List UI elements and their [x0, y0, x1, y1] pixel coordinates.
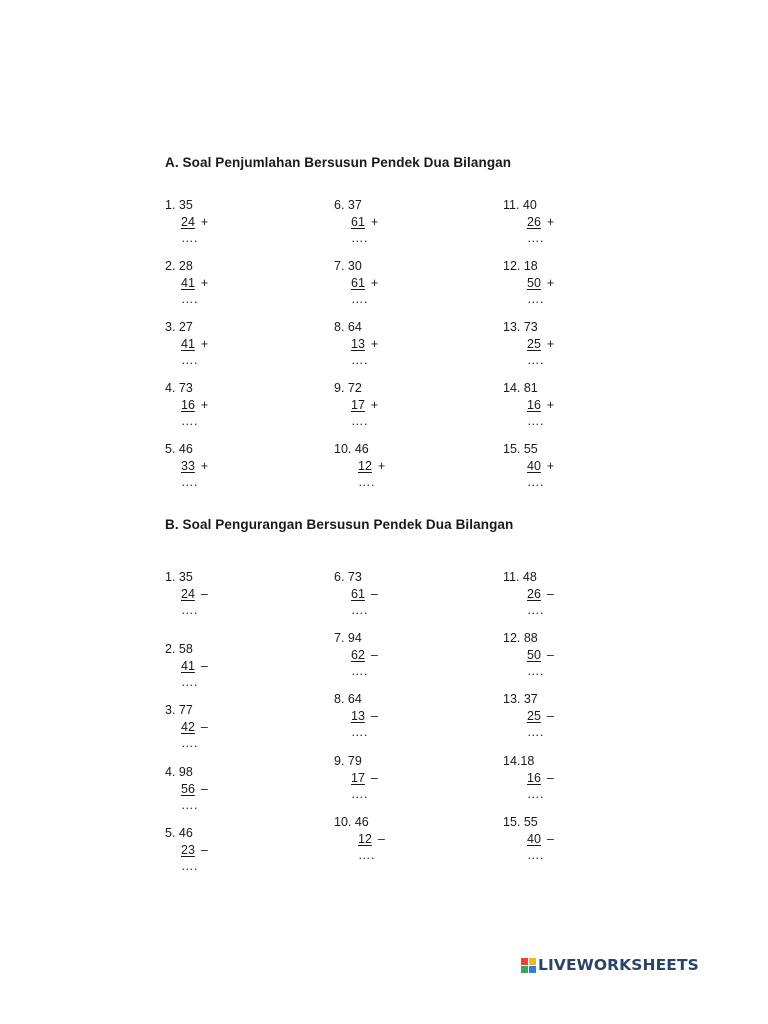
section-b-problem-3 — [165, 702, 208, 752]
problem-answer-line — [503, 230, 554, 247]
answer-blank[interactable]: …. — [358, 848, 375, 862]
answer-blank[interactable]: …. — [181, 231, 198, 245]
problem-operator: + — [546, 397, 555, 412]
answer-blank[interactable]: …. — [358, 475, 375, 489]
problem-first-number: 13. 73 — [503, 320, 538, 334]
problem-second-number: 41 — [181, 275, 195, 290]
problem-second-number: 61 — [351, 275, 365, 290]
problem-second-line — [503, 458, 554, 475]
problem-operator: – — [370, 647, 378, 662]
problem-second-line — [334, 275, 378, 292]
problem-first-number: 11. 48 — [503, 570, 537, 584]
problem-operator: + — [370, 275, 379, 290]
problem-second-line — [165, 397, 208, 414]
problem-operator: + — [370, 397, 379, 412]
section-b-problem-9 — [334, 753, 378, 803]
problem-operator: + — [546, 275, 555, 290]
problem-answer-line — [334, 602, 378, 619]
section-b-problem-6 — [334, 569, 378, 619]
section-b-problem-2 — [165, 641, 208, 691]
problem-operator: + — [546, 214, 555, 229]
problem-operator: – — [370, 586, 378, 601]
problem-second-number: 24 — [181, 214, 195, 229]
problem-second-line — [503, 770, 554, 787]
problem-second-line — [334, 647, 378, 664]
problem-answer-line — [165, 352, 208, 369]
problem-second-line — [503, 397, 554, 414]
problem-operator: + — [200, 275, 209, 290]
problem-answer-line — [165, 797, 208, 814]
liveworksheets-logo — [521, 955, 699, 975]
problem-answer-line — [503, 663, 554, 680]
problem-answer-line — [503, 474, 554, 491]
logo-block-yellow — [529, 958, 536, 965]
section-b-problem-1 — [165, 569, 208, 619]
answer-blank[interactable]: …. — [527, 414, 544, 428]
logo-block-blue — [529, 966, 536, 973]
answer-blank[interactable]: …. — [181, 353, 198, 367]
problem-first-number: 5. 46 — [165, 826, 193, 840]
problem-second-number: 23 — [181, 842, 195, 857]
problem-first-number: 13. 37 — [503, 692, 538, 706]
problem-second-number: 26 — [527, 214, 541, 229]
problem-second-line — [334, 214, 378, 231]
answer-blank[interactable]: …. — [351, 292, 368, 306]
problem-first-number: 10. 46 — [334, 815, 369, 829]
problem-operator: + — [546, 336, 555, 351]
problem-operator: – — [546, 831, 554, 846]
problem-second-number: 26 — [527, 586, 541, 601]
section-b-problem-11 — [503, 569, 554, 619]
problem-answer-line — [503, 847, 554, 864]
section-a-problem-8 — [334, 319, 378, 369]
problem-answer-line — [165, 602, 208, 619]
problem-operator: – — [200, 658, 208, 673]
problem-answer-line — [334, 474, 385, 491]
problem-answer-line — [165, 735, 208, 752]
problem-first-number: 8. 64 — [334, 692, 362, 706]
problem-answer-line — [503, 413, 554, 430]
problem-second-line — [503, 831, 554, 848]
problem-first-number: 4. 98 — [165, 765, 193, 779]
section-a-problem-7 — [334, 258, 378, 308]
answer-blank[interactable]: …. — [181, 475, 198, 489]
problem-second-line — [165, 842, 208, 859]
problem-second-line — [165, 586, 208, 603]
problem-first-number: 2. 28 — [165, 259, 193, 273]
problem-second-number: 25 — [527, 708, 541, 723]
section-b-problem-8 — [334, 691, 378, 741]
section-a-problem-12 — [503, 258, 554, 308]
answer-blank[interactable]: …. — [527, 231, 544, 245]
answer-blank[interactable]: …. — [351, 664, 368, 678]
problem-second-line — [334, 397, 378, 414]
logo-block-red — [521, 958, 528, 965]
problem-second-number: 61 — [351, 586, 365, 601]
answer-blank[interactable]: …. — [181, 603, 198, 617]
answer-blank[interactable]: …. — [527, 603, 544, 617]
problem-operator: + — [200, 397, 209, 412]
section-b-problem-4 — [165, 764, 208, 814]
problem-second-number: 25 — [527, 336, 541, 351]
problem-second-line — [165, 275, 208, 292]
problem-first-number: 15. 55 — [503, 442, 538, 456]
section-b-problem-13 — [503, 691, 554, 741]
section-b-problem-5 — [165, 825, 208, 875]
answer-blank[interactable]: …. — [351, 787, 368, 801]
answer-blank[interactable]: …. — [181, 859, 198, 873]
problem-second-number: 24 — [181, 586, 195, 601]
section-b-problem-7 — [334, 630, 378, 680]
problem-first-number: 3. 27 — [165, 320, 193, 334]
problem-answer-line — [165, 291, 208, 308]
answer-blank[interactable]: …. — [351, 603, 368, 617]
problem-second-number: 42 — [181, 719, 195, 734]
problem-answer-line — [334, 291, 378, 308]
problem-operator: – — [200, 586, 208, 601]
problem-answer-line — [334, 847, 385, 864]
problem-second-number: 17 — [351, 770, 365, 785]
problem-first-number: 4. 73 — [165, 381, 193, 395]
answer-blank[interactable]: …. — [351, 414, 368, 428]
problem-second-number: 12 — [358, 458, 372, 473]
problem-operator: + — [546, 458, 555, 473]
section-a-problem-14 — [503, 380, 554, 430]
answer-blank[interactable]: …. — [181, 798, 198, 812]
problem-answer-line — [165, 858, 208, 875]
problem-second-line — [503, 708, 554, 725]
section-b-problem-10 — [334, 814, 385, 864]
problem-answer-line — [334, 230, 378, 247]
problem-operator: + — [200, 336, 209, 351]
problem-operator: + — [200, 214, 209, 229]
problem-first-number: 6. 37 — [334, 198, 362, 212]
answer-blank[interactable]: …. — [527, 292, 544, 306]
problem-second-line — [165, 214, 208, 231]
problem-second-line — [334, 336, 378, 353]
problem-operator: – — [546, 708, 554, 723]
section-b-problem-14 — [503, 753, 554, 803]
problem-first-number: 2. 58 — [165, 642, 193, 656]
answer-blank[interactable]: …. — [527, 725, 544, 739]
answer-blank[interactable]: …. — [527, 664, 544, 678]
logo-text: LIVEWORKSHEETS — [538, 956, 699, 974]
problem-second-number: 56 — [181, 781, 195, 796]
problem-answer-line — [334, 413, 378, 430]
problem-second-number: 50 — [527, 275, 541, 290]
problem-first-number: 11. 40 — [503, 198, 537, 212]
problem-answer-line — [165, 474, 208, 491]
problem-answer-line — [334, 724, 378, 741]
problem-second-line — [334, 458, 385, 475]
answer-blank[interactable]: …. — [351, 231, 368, 245]
problem-second-number: 13 — [351, 708, 365, 723]
problem-second-line — [165, 781, 208, 798]
problem-operator: + — [370, 336, 379, 351]
section-b-title: B. Soal Pengurangan Bersusun Pendek Dua Bilangan — [165, 517, 514, 532]
problem-first-number: 6. 73 — [334, 570, 362, 584]
problem-answer-line — [165, 674, 208, 691]
answer-blank[interactable]: …. — [351, 353, 368, 367]
problem-first-number: 8. 64 — [334, 320, 362, 334]
section-a-problem-2 — [165, 258, 208, 308]
problem-second-line — [503, 275, 554, 292]
problem-operator: – — [546, 770, 554, 785]
section-a-problem-11 — [503, 197, 554, 247]
problem-operator: – — [200, 719, 208, 734]
problem-answer-line — [334, 663, 378, 680]
problem-first-number: 10. 46 — [334, 442, 369, 456]
problem-first-number: 3. 77 — [165, 703, 193, 717]
section-a-problem-4 — [165, 380, 208, 430]
section-b-problem-12 — [503, 630, 554, 680]
problem-first-number: 1. 35 — [165, 198, 193, 212]
problem-first-number: 7. 30 — [334, 259, 362, 273]
problem-operator: – — [377, 831, 385, 846]
problem-second-line — [165, 336, 208, 353]
problem-second-number: 33 — [181, 458, 195, 473]
problem-answer-line — [334, 352, 378, 369]
problem-second-number: 16 — [527, 397, 541, 412]
section-a-problem-15 — [503, 441, 554, 491]
problem-second-number: 17 — [351, 397, 365, 412]
problem-first-number: 14. 81 — [503, 381, 538, 395]
problem-operator: + — [377, 458, 386, 473]
section-a-problem-1 — [165, 197, 208, 247]
section-a-problem-13 — [503, 319, 554, 369]
section-a-problem-5 — [165, 441, 208, 491]
problem-second-number: 40 — [527, 458, 541, 473]
problem-second-line — [503, 336, 554, 353]
answer-blank[interactable]: …. — [527, 353, 544, 367]
problem-operator: – — [370, 770, 378, 785]
problem-second-number: 41 — [181, 336, 195, 351]
problem-second-line — [334, 831, 385, 848]
answer-blank[interactable]: …. — [181, 292, 198, 306]
problem-second-number: 16 — [527, 770, 541, 785]
section-a-problem-6 — [334, 197, 378, 247]
problem-first-number: 1. 35 — [165, 570, 193, 584]
problem-first-number: 7. 94 — [334, 631, 362, 645]
answer-blank[interactable]: …. — [351, 725, 368, 739]
problem-second-line — [503, 214, 554, 231]
problem-second-number: 50 — [527, 647, 541, 662]
answer-blank[interactable]: …. — [181, 736, 198, 750]
section-a-problem-9 — [334, 380, 378, 430]
problem-second-line — [165, 458, 208, 475]
problem-answer-line — [165, 413, 208, 430]
problem-second-number: 61 — [351, 214, 365, 229]
problem-answer-line — [503, 352, 554, 369]
problem-first-number: 5. 46 — [165, 442, 193, 456]
problem-first-number: 14.18 — [503, 754, 535, 768]
section-a-problem-3 — [165, 319, 208, 369]
problem-operator: – — [546, 586, 554, 601]
problem-second-line — [334, 708, 378, 725]
problem-answer-line — [503, 602, 554, 619]
problem-second-number: 62 — [351, 647, 365, 662]
answer-blank[interactable]: …. — [527, 848, 544, 862]
problem-first-number: 15. 55 — [503, 815, 538, 829]
problem-second-line — [334, 770, 378, 787]
section-b-problem-15 — [503, 814, 554, 864]
problem-second-number: 40 — [527, 831, 541, 846]
answer-blank[interactable]: …. — [527, 787, 544, 801]
problem-second-number: 12 — [358, 831, 372, 846]
answer-blank[interactable]: …. — [181, 675, 198, 689]
problem-second-line — [334, 586, 378, 603]
problem-second-number: 16 — [181, 397, 195, 412]
problem-answer-line — [503, 786, 554, 803]
problem-second-line — [503, 647, 554, 664]
answer-blank[interactable]: …. — [181, 414, 198, 428]
problem-answer-line — [334, 786, 378, 803]
problem-answer-line — [165, 230, 208, 247]
problem-answer-line — [503, 291, 554, 308]
problem-first-number: 12. 88 — [503, 631, 538, 645]
problem-operator: + — [370, 214, 379, 229]
problem-first-number: 12. 18 — [503, 259, 538, 273]
problem-operator: + — [200, 458, 209, 473]
answer-blank[interactable]: …. — [527, 475, 544, 489]
logo-block-green — [521, 966, 528, 973]
problem-second-number: 13 — [351, 336, 365, 351]
problem-operator: – — [200, 842, 208, 857]
problem-first-number: 9. 79 — [334, 754, 362, 768]
problem-operator: – — [370, 708, 378, 723]
problem-operator: – — [200, 781, 208, 796]
problem-second-line — [165, 658, 208, 675]
problem-answer-line — [503, 724, 554, 741]
section-a-title: A. Soal Penjumlahan Bersusun Pendek Dua Bilangan — [165, 155, 512, 170]
logo-blocks-icon — [521, 958, 536, 973]
section-a-problem-10 — [334, 441, 385, 491]
problem-second-line — [165, 719, 208, 736]
problem-second-line — [503, 586, 554, 603]
problem-operator: – — [546, 647, 554, 662]
problem-first-number: 9. 72 — [334, 381, 362, 395]
problem-second-number: 41 — [181, 658, 195, 673]
